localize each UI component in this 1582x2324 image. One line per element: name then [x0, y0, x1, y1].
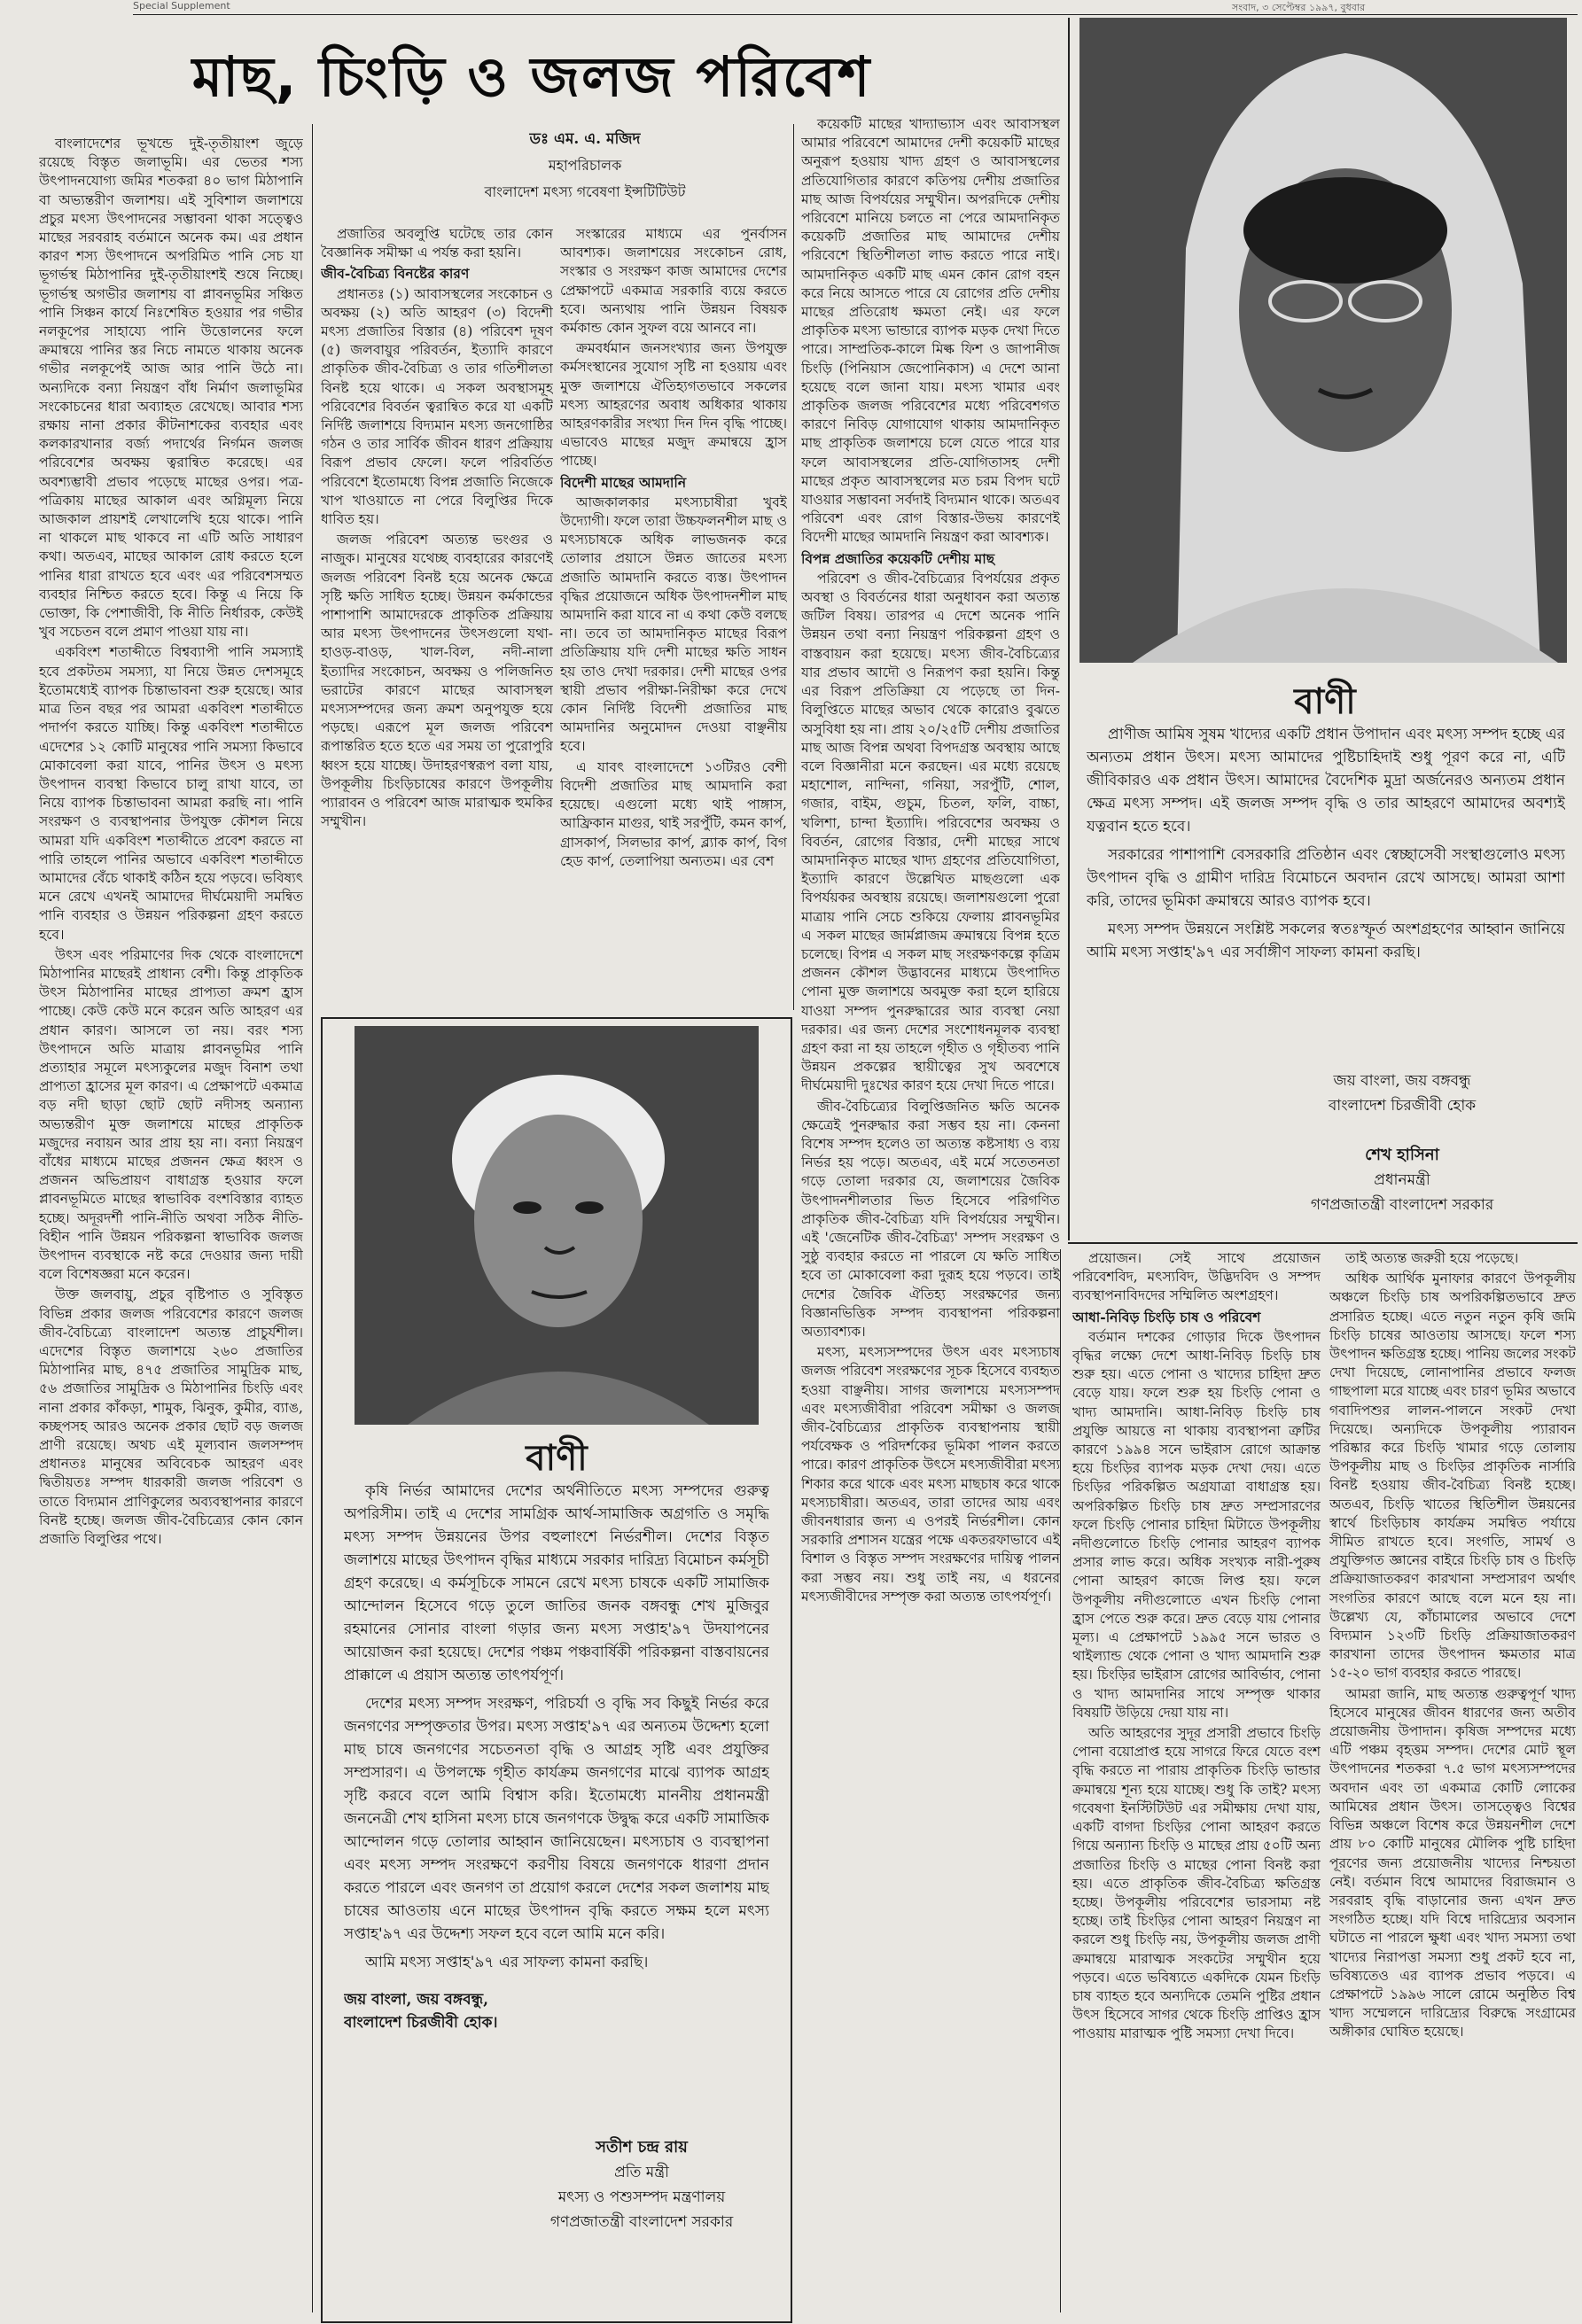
column-rule — [312, 124, 313, 2312]
pm-title: প্রধানমন্ত্রী — [1374, 1171, 1430, 1189]
subheading: জীব-বৈচিত্র্য বিনষ্টের কারণ — [321, 265, 470, 283]
portrait-image-icon — [1079, 18, 1567, 663]
paragraph: আজকালকার মৎস্যচাষীরা খুবই উদ্যোগী। ফলে তারা উচ্চফলনশীল মাছ ও মৎস্যচাষকে অধিক লাভজনক করে তোলার প্রয়াসে উন্নত জাতের মৎস্য প্রজাতি আমদানি করতে ব্যস্ত। উৎপাদন বৃদ্ধির প্রয়োজনে অধিক উৎপাদনশীল মাছ আমদানি করা যাবে না এ কথা কেউ বলছে না। তবে তা আমদানিকৃত মাছের বিরূপ প্রতিক্রিয়ায় যদি দেশী মাছের ক্ষতি সাধন হয় তাও দেখা দরকার। দেশী মাছের ওপর স্থায়ী প্রভাব পরীক্ষা-নিরীক্ষা করে দেখে কোন নির্দিষ্ট বিদেশী প্রজাতির মাছ আমদানির অনুমোদন দেওয়া বাঞ্ছনীয় হবে। — [560, 494, 787, 755]
paragraph: দেশের মৎস্য সম্পদ সংরক্ষণ, পরিচর্যা ও বৃদ্ধি সব কিছুই নির্ভর করে জনগণের সম্পৃক্ততার উপর। মৎস্য সপ্তাহ'৯৭ এর অন্যতম উদ্দেশ্য হলো মাছ চাষে জনগণের সচেতনতা বৃদ্ধি ও আগ্রহ সৃষ্টি এবং প্রযুক্তির সম্প্রসারণ। এ উপলক্ষে গৃহীত কার্যক্রম জনগণের মাঝে ব্যাপক আগ্রহ সৃষ্টি করবে বলে আমি বিশ্বাস করি। ইতোমধ্যে মাননীয় প্রধানমন্ত্রী জননেত্রী শেখ হাসিনা মৎস্য চাষে জনগণকে উদ্বুদ্ধ করে একটি সামাজিক আন্দোলন গড়ে তোলার আহ্বান জানিয়েছেন। মৎস্যচাষ ও ব্যবস্থাপনা এবং মৎস্য সম্পদ সংরক্ষণে করণীয় বিষয়ে জনগণকে ধারণা প্রদান করতে পারলে এবং জনগণ তা প্রয়োগ করলে দেশের সকল জলাশয় মাছ চাষের আওতায় এনে মাছের উৎপাদন বৃদ্ধি করতে সক্ষম হলে মৎস্য সপ্তাহ'৯৭ এর উদ্দেশ্য সফল হবে বলে আমি মনে করি। — [344, 1695, 769, 1943]
pm-govt: গণপ্রজাতন্ত্রী বাংলাদেশ সরকার — [1310, 1196, 1494, 1214]
paragraph: কয়েকটি মাছের খাদ্যাভ্যাস এবং আবাসস্থল আমার পরিবেশে আমাদের দেশী কয়েকটি মাছের অনুরূপ হওয়ায় খাদ্য গ্রহণ ও আবাসস্থলের প্রতিযোগিতার কারণে কতিপয় দেশীয় প্রজাতির মাছ আজ বিপর্যয়ের সম্মুখীন। অপরদিকে দেশীয় পরিবেশে মানিয়ে চলতে না পেরে আমদানিকৃত কয়েকটি প্রজাতির মাছ আমাদের দেশীয় পরিবেশে স্থিতিশীলতা লাভ করতে পারে নাই। আমদানিকৃত একটি মাছ এমন কোন রোগ বহন করে নিয়ে আসতে পারে যে রোগের প্রতি দেশীয় মাছের প্রতিরোধ ক্ষমতা নেই। এর ফলে প্রাকৃতিক মৎস্য ভান্ডারে ব্যাপক মড়ক দেখা দিতে পারে। সাম্প্রতিক-কালে মিল্ক ফিশ ও জাপানীজ চিংড়ি (পিনিয়াস জেপোনিকাস) এ দেশে আনা হয়েছে বলে জানা যায়। মৎস্য খামার এবং প্রাকৃতিক জলজ পরিবেশের মধ্যে পরিবেশগত কারণে নিবিড় যোগাযোগ থাকায় আমদানিকৃত মাছ প্রাকৃতিক জলাশয়ে চলে যেতে পারে যার ফলে আবাসস্থলের প্রতি-যোগিতাসহ দেশী মাছের প্রকৃত আবাসস্থলের মত চরম বিপদ ঘটে যাওয়ার সম্ভাবনা সর্বদাই বিদ্যমান থাকে। অতএব পরিবেশ এবং রোগ বিস্তার-উভয় কারণেই বিদেশী মাছের আমদানি নিয়ন্ত্রণ করা আবশ্যক। — [801, 116, 1060, 546]
paragraph: সরকারের পাশাপাশি বেসরকারি প্রতিষ্ঠান এবং স্বেচ্ছাসেবী সংস্থাগুলোও মৎস্য উৎপাদন বৃদ্ধি ও গ্রামীণ দারিদ্র বিমোচনে অবদান রেখে আসছে। আমরা আশা করি, তাদের ভূমিকা ক্রমান্বয়ে আরও ব্যাপক হবে। — [1087, 846, 1565, 910]
page-edge-rule — [1068, 18, 1070, 1240]
slogan: জয় বাংলা, জয় বঙ্গবন্ধু, — [344, 1991, 489, 2009]
article-column-6 — [1329, 1249, 1576, 2312]
subheading: আধা-নিবিড় চিংড়ি চাষ ও পরিবেশ — [1072, 1308, 1261, 1325]
article-column-3 — [560, 225, 787, 1014]
minister-ministry: মৎস্য ও পশুসম্পদ মন্ত্রণালয় — [557, 2188, 726, 2206]
author-name: ডঃ এম. এ. মজিদ — [529, 130, 641, 148]
paragraph: অতি আহরণের সুদূর প্রসারী প্রভাবে চিংড়ি পোনা বয়োপ্রাপ্ত হয়ে সাগরে ফিরে যেতে বংশ বৃদ্ধি করতে না পারায় প্রাকৃতিক চিংড়ি ভান্ডার ক্রমান্বয়ে শূন্য হয়ে যাচ্ছে। শুধু কি তাই? মৎস্য গবেষণা ইনস্টিটিউট এর সমীক্ষায় দেখা যায়, একটি বাগদা চিংড়ির পোনা আহরণ করতে গিয়ে অন্যান্য চিংড়ি ও মাছের প্রায় ৫০টি অন্য প্রজাতির চিংড়ি ও মাছের পোনা বিনষ্ট করা হয়। এতে প্রাকৃতিক জীব-বৈচিত্র্য ক্ষতিগ্রস্ত হচ্ছে। উপকূলীয় পরিবেশের ভারসাম্য নষ্ট হচ্ছে। তাই চিংড়ির পোনা আহরণ নিয়ন্ত্রণ না করলে শুধু চিংড়ি নয়, উপকূলীয় জলজ প্রাণী ক্রমান্বয়ে মারাত্মক সংকটের সম্মুখীন হয়ে পড়বে। এতে ভবিষ্যতে একদিকে যেমন চিংড়ি চাষ ব্যাহত হবে অন্যদিকে তেমনি পুষ্টির প্রধান উৎস হিসেবে সাগর থেকে চিংড়ি প্রাপ্তিও হ্রাস পাওয়ায় মারাত্মক পুষ্টি সমস্যা দেখা দিবে। — [1072, 1725, 1321, 2042]
paragraph: অধিক আর্থিক মুনাফার কারণে উপকূলীয় অঞ্চলে চিংড়ি চাষ অপরিকল্পিতভাবে দ্রুত প্রসারিত হচ্ছে। এতে নতুন নতুন কৃষি জমি চিংড়ি চাষের আওতায় আসছে। ফলে শস্য উৎপাদন ক্ষতিগ্রস্ত হচ্ছে। পানিয় জলের সংকট দেখা দিয়েছে, লোনাপানির প্রভাবে ফলজ গাছপালা মরে যাচ্ছে এবং চারণ ভূমির অভাবে গবাদিপশুর লালন-পালনে সংকট দেখা দিয়েছে। অন্যদিকে উপকূলীয় প্যারাবন পরিষ্কার করে চিংড়ি খামার গড়ে তোলায় উপকূলীয় মাছ ও চিংড়ির প্রাকৃতিক নার্সারি বিনষ্ট হওয়ায় জীব-বৈচিত্র্য বিনষ্ট হচ্ছে। অতএব, চিংড়ি খাতের স্থিতিশীল উন্নয়নের স্বার্থে চিংড়িচাষ কার্যক্রম সমন্বিত পর্যায়ে সীমিত রাখতে হবে। সংগতি, সামর্থ ও প্রযুক্তিগত জ্ঞানের বাইরে চিংড়ি চাষ ও চিংড়ি প্রক্রিয়াজাতকরণ কারখানা সম্প্রসারণ অর্থাৎ সংগতির কারণে আছে বলে মনে হয় না। উল্লেখ্য যে, কাঁচামালের অভাবে দেশে বিদ্যমান ১২৩টি চিংড়ি প্রক্রিয়াজাতকরণ কারখানা তাদের উৎপাদন ক্ষমতার মাত্র ১৫-২০ ভাগ ব্যবহার করতে পারছে। — [1329, 1271, 1576, 1682]
pm-portrait — [1079, 18, 1567, 663]
paragraph: বর্তমান দশকের গোড়ার দিকে উৎপাদন বৃদ্ধির লক্ষ্যে দেশে আধা-নিবিড় চিংড়ি চাষ শুরু হয়। এতে পোনা ও খাদ্যের চাহিদা দ্রুত বেড়ে যায়। ফলে শুরু হয় চিংড়ি পোনা ও খাদ্য আমদানি। আধা-নিবিড় চিংড়ি চাষ প্রযুক্তি আয়ত্তে না থাকায় ব্যবস্থাপনা ত্রুটির কারণে ১৯৯৪ সনে ভাইরাস রোগে আক্রান্ত হয়ে চিংড়ির ব্যাপক মড়ক দেখা দেয়। এতে চিংড়ির পরিকল্পিত অগ্রযাত্রা বাধাগ্রস্ত হয়। অপরিকল্পিত চিংড়ি চাষ দ্রুত সম্প্রসারণের ফলে চিংড়ি পোনার চাহিদা মিটাতে উপকূলীয় নদীগুলোতে চিংড়ি পোনার আহরণ ব্যাপক প্রসার লাভ করে। অধিক সংখ্যক নারী-পুরুষ পোনা আহরণ কাজে লিপ্ত হয়। ফলে উপকূলীয় নদীগুলোতে এখন চিংড়ি পোনা হ্রাস পেতে শুরু করে। দ্রুত বেড়ে যায় পোনার মূল্য। এ প্রেক্ষাপটে ১৯৯৫ সনে ভারত ও থাইল্যান্ড থেকে পোনা ও খাদ্য আমদানি শুরু হয়। চিংড়ির ভাইরাস রোগের আবির্ভাব, পোনা ও খাদ্য আমদানির সাথে সম্পৃক্ত থাকার বিষয়টি উড়িয়ে দেয়া যায় না। — [1072, 1328, 1321, 1721]
pm-name: শেখ হাসিনা — [1365, 1146, 1439, 1164]
header-rule — [133, 14, 1578, 15]
header-left: Special Supplement — [133, 0, 230, 12]
slogan: বাংলাদেশ চিরজীবী হোক। — [344, 2014, 498, 2032]
author-org: বাংলাদেশ মৎস্য গবেষণা ইন্সটিটিউট — [484, 183, 686, 200]
paragraph: ক্রমবর্ধমান জনসংখ্যার জন্য উপযুক্ত কর্মসংস্থানের সুযোগ সৃষ্টি না হওয়ায় এবং মুক্ত জলাশয়ে ঐতিহ্যগতভাবে সকলের মৎস্য আহরণের অবাধ অধিকার থাকায় আহরণকারীর সংখ্যা দিন দিন বৃদ্ধি পাচ্ছে। এভাবেও মাছের মজুদ ক্রমান্বয়ে হ্রাস পাচ্ছে। — [560, 340, 787, 470]
paragraph: আমরা জানি, মাছ অত্যন্ত গুরুত্বপূর্ণ খাদ্য হিসেবে মানুষের জীবন ধারণের জন্য অতীব প্রয়োজনীয় উপাদান। কৃষিজ সম্পদের মধ্যে এটি পঞ্চম বৃহত্তম সম্পদ। দেশের মোট স্থূল উৎপাদনের শতকরা ৭.৫ ভাগ মৎস্যসম্পদের অবদান এবং তা একমাত্র কোটি লোকের আমিষের প্রধান উৎস। তাসত্ত্বেও বিশ্বের বিভিন্ন অঞ্চলে বিশেষ করে উন্নয়নশীল দেশে প্রায় ৮০ কোটি মানুষের মৌলিক পুষ্টি চাহিদা পূরণের জন্য প্রয়োজনীয় খাদ্যের নিশ্চয়তা নেই। বর্তমান বিশ্বে আমাদের বিরাজমান ও সরবরাহ বৃদ্ধি বাড়ানোর জন্য এখন দ্রুত সংগঠিত হচ্ছে। যদি বিশ্বে দারিদ্র্যের অবসান ঘটাতে না পারলে ক্ষুধা এবং খাদ্য সমস্যা তথা খাদ্যের নিরাপত্তা সমস্যা শুধু প্রকট হবে না, ভবিষ্যতেও এর ব্যাপক প্রভাব পড়বে। এ প্রেক্ষাপটে ১৯৯৬ সালে রোমে অনুষ্ঠিত বিশ্ব খাদ্য সম্মেলনে দারিদ্র্যের বিরুদ্ধে সংগ্রামের অঙ্গীকার ঘোষিত হয়েছে। — [1329, 1685, 1576, 2040]
article-title: মাছ, চিংড়ি ও জলজ পরিবেশ — [191, 44, 872, 109]
pm-signature — [1251, 1143, 1553, 1217]
paragraph: আমি মৎস্য সপ্তাহ'৯৭ এর সাফল্য কামনা করছি। — [365, 1954, 649, 1971]
portrait-image-icon — [355, 1026, 759, 1425]
paragraph: জীব-বৈচিত্র্যের বিলুপ্তিজনিত ক্ষতি অনেক ক্ষেত্রেই পুনরুদ্ধার করা সম্ভব হয় না। কেননা বিশেষ সম্পদ হলেও তা অত্যন্ত কষ্টসাধ্য ও ব্যয় নির্ভর হয় পড়ে। অতএব, এই মর্মে সতেতনতা গড়ে তোলা দরকার যে, জলাশয়ের জৈবিক উৎপাদনশীলতার ভিত হিসেবে পরিগণিত প্রাকৃতিক জীব-বৈচিত্র্য যদি বিপর্যয়ের সম্মুখীন। এই 'জেনেটিক জীব-বৈচিত্র্য' সম্পদ সংরক্ষণ ও সুষ্ঠু ব্যবহার করতে না পারলে যে ক্ষতি সাধিত হবে তা মোকাবেলা করা দুরূহ হয়ে পড়বে। তাই দেশের জৈবিক ঐতিহ্য সংরক্ষণের জন্য বিজ্ঞানভিত্তিক সম্পদ ব্যবস্থাপনা পরিকল্পনা অত্যাবশ্যক। — [801, 1098, 1060, 1340]
subheading: বিপন্ন প্রজাতির কয়েকটি দেশীয় মাছ — [801, 549, 995, 567]
header-right: সংবাদ, ৩ সেপ্টেম্বর ১৯৯৭, বুধবার — [1232, 2, 1366, 13]
slogan: বাংলাদেশ চিরজীবী হোক — [1328, 1097, 1477, 1115]
minister-title: প্রতি মন্ত্রী — [614, 2164, 669, 2181]
minister-message-body — [344, 1480, 769, 2135]
slogan: জয় বাংলা, জয় বঙ্গবন্ধু — [1333, 1072, 1471, 1090]
minister-message-box — [321, 1017, 792, 2323]
paragraph: প্রজাতির অবলুপ্তি ঘটেছে তার কোন বৈজ্ঞানিক সমীক্ষা এ পর্যন্ত করা হয়নি। — [321, 226, 553, 261]
article-column-5 — [1072, 1249, 1321, 2312]
paragraph: একবিংশ শতাব্দীতে বিশ্বব্যাপী পানি সমস্যাই হবে প্রকটতম সমস্যা, যা নিয়ে উন্নত দেশসমূহে ইতোমধ্যেই ব্যাপক চিন্তাভাবনা শুরু হয়েছে। আর মাত্র তিন বছর পর আমরা একবিংশ শতাব্দীতে পদার্পণ করতে যাচ্ছি। কিন্তু একবিংশ শতাব্দীতে এদেশের ১২ কোটি মানুষের পানি সমস্যা কিভাবে মোকাবেলা করা যাবে, পানির উৎস ও মৎস্য উৎপাদন ব্যবস্থা কিভাবে চালু রাখা যাবে, তা নিয়ে ব্যাপক চিন্তাভাবনা আমরা করছি না। পানি সংরক্ষণ ও ব্যবস্থাপনার উপযুক্ত কৌশল নিয়ে আমরা যদি একবিংশ শতাব্দীতে প্রবেশ করতে না পারি তাহলে পানির অভাবে একবিংশ শতাব্দীতে আমাদের বেঁচে থাকাই কঠিন হয়ে পড়বে। ভবিষ্যৎ মনে রেখে এখনই আমাদের দীর্ঘমেয়াদী সমন্বিত পানি ব্যবহার ও উন্নয়ন পরিকল্পনা গ্রহণ করতে হবে। — [39, 644, 303, 943]
section-rule — [1068, 1242, 1578, 1244]
subheading: বিদেশী মাছের আমদানি — [560, 473, 687, 491]
article-column-1 — [39, 135, 303, 2314]
minister-govt: গণপ্রজাতন্ত্রী বাংলাদেশ সরকার — [549, 2213, 734, 2231]
paragraph: কৃষি নির্ভর আমাদের দেশের অর্থনীতিতে মৎস্য সম্পদের গুরুত্ব অপরিসীম। তাই এ দেশের সামগ্রিক আর্থ-সামাজিক অগ্রগতি ও সমৃদ্ধি মৎস্য সম্পদ উন্নয়নের উপর বহুলাংশে নির্ভরশীল। দেশের বিস্তৃত জলাশয়ে মাছের উৎপাদন বৃদ্ধির মাধ্যমে সরকার দারিদ্র্য বিমোচন কর্মসূচী গ্রহণ করেছে। এ কর্মসূচিকে সামনে রেখে মৎস্য চাষকে একটি সামাজিক আন্দোলন হিসেবে গড়ে তুলে জাতির জনক বঙ্গবন্ধু শেখ মুজিবুর রহমানের সোনার বাংলা গড়ার জন্য মৎস্য সপ্তাহ'৯৭ উদযাপনের আয়োজন করা হয়েছে। দেশের পঞ্চম পঞ্চবার্ষিকী পরিকল্পনা বাস্তবায়নের প্রাক্কালে এ প্রয়াস অত্যন্ত তাৎপর্যপূর্ণ। — [344, 1482, 769, 1684]
paragraph: প্রাণীজ আমিষ সুষম খাদ্যের একটি প্রধান উপাদান এবং মৎস্য সম্পদ হচ্ছে এর অন্যতম প্রধান উৎস। মৎস্য আমাদের পুষ্টিচাহিদাই শুধু পূরণ করে না, এটি জীবিকারও এক প্রধান উৎস। আমাদের বৈদেশিক মুদ্রা অর্জনেরও অন্যতম প্রধান ক্ষেত্র মৎস্য সম্পদ। এই জলজ সম্পদ বৃদ্ধি ও তার আহরণে আমাদের অবশ্যই যত্নবান হতে হবে। — [1087, 726, 1565, 836]
paragraph: মৎস্য, মৎস্যসম্পদের উৎস এবং মৎস্যচাষ জলজ পরিবেশ সংরক্ষণের সূচক হিসেবে ব্যবহৃত হওয়া বাঞ্ছনীয়। সাগর জলাশয়ে মৎস্যসম্পদ এবং মৎস্যজীবীরা পরিবেশ সমীক্ষা ও জলজ জীব-বৈচিত্র্যের প্রাকৃতিক ব্যবস্থাপনায় স্থায়ী পর্যবেক্ষক ও পরিদর্শকের ভূমিকা পালন করতে পারে। কারণ প্রাকৃতিক উৎসে মৎস্যজীবীরা মৎস্য শিকার করে থাকে এবং মৎস্য মাছচাষ করে থাকে মৎস্যচাষীরা। অতএব, তারা তাদের আয় এবং জীবনধারার জন্য এ ওপরই নির্ভরশীল। কোন সরকারি প্রশাসন যন্ত্রের পক্ষে একতরফাভাবে এই বিশাল ও বিস্তৃত সম্পদ সংরক্ষণের দায়িত্ব পালন করা সম্ভব নয়। শুধু তাই নয়, এ ধরনের মৎস্যজীবীদের সম্পৃক্ত করা অত্যন্ত তাৎপর্যপূর্ণ। — [801, 1344, 1060, 1605]
pm-message-body — [1087, 723, 1565, 1060]
minister-signature — [500, 2135, 783, 2235]
paragraph: সংস্কারের মাধ্যমে এর পুনর্বাসন আবশ্যক। জলাশয়ের সংকোচন রোধ, সংস্কার ও সংরক্ষণ কাজ আমাদের দেশের প্রেক্ষাপটে একমাত্র সরকারি ব্যয়ে করতে হবে। অন্যথায় পানি উন্নয়ন বিষয়ক কর্মকান্ড কোন সুফল বয়ে আনবে না। — [560, 226, 787, 337]
pm-slogans — [1251, 1069, 1553, 1118]
author-role: মহাপরিচালক — [548, 157, 622, 174]
paragraph: পরিবেশ ও জীব-বৈচিত্র্যের বিপর্যয়ের প্রকৃত অবস্থা ও বিবর্তনের ধারা অনুধাবন করা অত্যন্ত জটিল বিষয়। তারপর এ দেশে অনেক পানি উন্নয়ন তথা বন্যা নিয়ন্ত্রণ পরিকল্পনা গ্রহণ ও বাস্তবায়ন করা হয়েছে। মৎস্য জীব-বৈচিত্র্যের যার প্রভাব আদৌ ও নিরূপণ করা হয়নি। কিন্তু এর বিরূপ প্রতিক্রিয়া যে পড়েছে তা দিন-বিলুপ্তিতে মাছের অভাব থেকে কারোও বুঝতে অসুবিধা হয় না। প্রায় ২০/২৫টি দেশীয় প্রজাতির মাছ আজ বিপন্ন অথবা বিপদগ্রস্ত অবস্থায় আছে বলে বিজ্ঞানীরা মনে করছেন। এর মধ্যে রয়েছে মহাশোল, নান্দিনা, গনিয়া, সরপুঁটি, শোল, গজার, বাইম, গুচুম, চিতল, ফলি, বাচ্চা, খলিশা, চান্দা ইত্যাদি। পরিবেশের অবক্ষয় ও বিবর্তন, রোগের বিস্তার, দেশী মাছের সাথে আমদানিকৃত মাছের খাদ্য গ্রহণের প্রতিযোগিতা, ইত্যাদি কারণে উল্লেখিত মাছগুলো এক বিপর্যয়কর অবস্থায় রয়েছে। জলাশয়গুলো পুরো মাত্রায় পানি সেচে শুকিয়ে ফেলায় প্লাবনভূমির এ সকল মাছের জার্মপ্লাজম ক্রমান্বয়ে বিপন্ন হতে চলেছে। বিপন্ন এ সকল মাছ সংরক্ষণকল্পে কৃত্রিম প্রজনন কৌশল উদ্ভাবনের মাধ্যমে উৎপাদিত পোনা মুক্ত জলাশয়ে অবমুক্ত করা হলে হারিয়ে যাওয়া সম্পদ পুনরুদ্ধারের আর ব্যবস্থা নেয়া দরকার। এর জন্য দেশের সংশোধনমূলক ব্যবস্থা গ্রহণ করা না হয় তাহলে গৃহীত ও গৃহীতব্য পানি উন্নয়ন প্রকল্পের স্থায়ীত্বের সুখ অবশেষে দীর্ঘমেয়াদী দুঃখের কারণ হয়ে দেখা দিতে পারে। — [801, 570, 1060, 1094]
byline — [390, 129, 780, 202]
minister-name: সতীশ চন্দ্র রায় — [596, 2138, 688, 2157]
minister-message-heading: বাণী — [526, 1438, 588, 1479]
paragraph: উৎস এবং পরিমাণের দিক থেকে বাংলাদেশে মিঠাপানির মাছেরই প্রাধান্য বেশী। কিন্তু প্রাকৃতিক উৎস মিঠাপানির মাছের প্রাপ্যতা ক্রমশ হ্রাস পাচ্ছে। কেউ কেউ মনে করেন অতি আহরণ এর প্রধান কারণ। আসলে তা নয়। বরং শস্য উৎপাদনে অতি মাত্রায় প্লাবনভূমির পানি প্রত্যাহার সমূলে মৎস্যকুলের মজুদ বিনাশ তথা প্রাপ্যতা হ্রাসের মূল কারণ। এ প্রেক্ষাপটে একমাত্র বড় নদী ছাড়া ছোট ছোট নদীসহ অন্যান্য অভ্যন্তরীণ মুক্ত জলাশয়ে মাছের প্রাকৃতিক মজুদের নবায়ন আর প্রায় হয় না। বন্যা নিয়ন্ত্রণ বাঁধের মাধ্যমে মাছের প্রজনন ক্ষেত্র ধ্বংস ও প্রজনন অভিপ্রায়ণ বাধাগ্রস্ত হওয়ার ফলে প্লাবনভূমিতে মাছের স্বাভাবিক বংশবিস্তার ব্যাহত হচ্ছে। অদূরদর্শী পানি-নীতি অথবা সঠিক নীতি-বিহীন পানি উন্নয়ন পরিকল্পনা স্বাভাবিক জলজ উৎপাদন ব্যবস্থাকে নষ্ট করে দেওয়ার জন্য দায়ী বলে বিশেষজ্ঞরা মনে করেন। — [39, 946, 303, 1283]
paragraph: প্রয়োজন। সেই সাথে প্রয়োজন পরিবেশবিদ, মৎস্যবিদ, উদ্ভিদবিদ ও সম্পদ ব্যবস্থাপনাবিদদের সম্মিলিত অংশগ্রহণ। — [1072, 1250, 1321, 1304]
paragraph: এ যাবৎ বাংলাদেশে ১৩টিরও বেশী বিদেশী প্রজাতির মাছ আমদানি করা হয়েছে। এগুলো মধ্যে থাই পাঙ্গাস, আফ্রিকান মাগুর, থাই সরপুঁটি, কমন কার্প, গ্রাসকার্প, সিলভার কার্প, ব্ল্যাক কার্প, বিগ হেড কার্প, তেলাপিয়া অন্যতম। এর বেশ — [560, 758, 787, 869]
minister-portrait — [355, 1026, 759, 1425]
paragraph: মৎস্য সম্পদ উন্নয়নে সংশ্লিষ্ট সকলের স্বতঃস্ফূর্ত অংশগ্রহণের আহ্বান জানিয়ে আমি মৎস্য সপ্তাহ'৯৭ এর সর্বাঙ্গীণ সাফল্য কামনা করছি। — [1087, 921, 1565, 961]
column-rule — [793, 124, 794, 1010]
pm-message-box — [1074, 18, 1576, 1242]
pm-message-heading: বাণী — [1294, 681, 1356, 722]
article-column-4 — [801, 115, 1060, 2312]
paragraph: বাংলাদেশের ভূখন্ডে দুই-তৃতীয়াংশ জুড়ে রয়েছে বিস্তৃত জলাভূমি। এর ভেতর শস্য উৎপাদনযোগ্য জমির শতকরা ৪০ ভাগ মিঠাপানি বা অভ্যন্তরীণ জলাশয়। এই সুবিশাল জলাশয়ে প্রচুর মৎস্য উৎপাদনের সম্ভাবনা থাকা সত্ত্বেও মাছের সরবরাহ বর্তমানে অনেক কম। এর প্রধান কারণ শস্য উৎপাদনে অপরিমিত পানি সেচ যা ভূগর্ভস্থ মিঠাপানির দুই-তৃতীয়াংশই শুষে নিচ্ছে। ভূগর্ভস্থ অগভীর জলাশয় বা প্লাবনভূমির সঞ্চিত পানি সিঞ্চন কার্যে নিঃশেষিত হওয়ার পর গভীর নলকূপের সাহায্যে পানি উত্তোলনের ফলে ক্রমান্বয়ে পানির স্তর নিচে নামতে থাকায় অনেক গভীর নলকূপেই আজ আর পানি উঠে না। অন্যদিকে বন্যা নিয়ন্ত্রণ বাঁধ নির্মাণ জলাভূমির সংকোচনের ধারা অব্যাহত রেখেছে। আবার শস্য রক্ষায় নানা প্রকার কীটনাশকের ব্যবহার এবং কলকারখানার বর্জ্য পদার্থের নির্গমন জলজ পরিবেশের অবক্ষয় ত্বরান্বিত করেছে। এর অবশ্যম্ভাবী প্রভাব পড়েছে মাছের ওপর। পত্র-পত্রিকায় মাছের আকাল এবং অগ্নিমূল্য নিয়ে আজকাল প্রায়শই লেখালেখি হয়ে থাকে। পানি না থাকলে মাছ থাকবে না এটি অতি সাধারণ কথা। অতএব, মাছের আকাল রোধ করতে হলে পানির ধারা রাখতে হবে এবং এর পরিবেশসম্মত ব্যবহার নিশ্চিত করতে হবে। কিন্তু এ নিয়ে কি ভোক্তা, কি পেশাজীবী, কি নীতি নির্ধারক, কেউই খুব সচেতন বলে প্রমাণ পাওয়া যায় না। — [39, 136, 303, 641]
paragraph: প্রধানতঃ (১) আবাসস্থলের সংকোচন ও অবক্ষয় (২) অতি আহরণ (৩) বিদেশী মৎস্য প্রজাতির বিস্তার (৪) পরিবেশ দূষণ (৫) জলবায়ুর পরিবর্তন, ইত্যাদি কারণে প্রাকৃতিক জীব-বৈচিত্র্য ও তার গতিশীলতা বিনষ্ট হয়ে থাকে। এ সকল অবস্থাসমূহ পরিবেশের বিবর্তন ত্বরান্বিত করে যা একটি নির্দিষ্ট জলাশয়ে বিদ্যমান মৎস্য জনগোষ্ঠির গঠন ও তার সার্বিক জীবন ধারণ প্রক্রিয়ায় বিরূপ প্রভাব ফেলে। ফলে পরিবর্তিত পরিবেশে ইতোমধ্যে বিপন্ন প্রজাতি নিজেকে খাপ খাওয়াতে না পেরে বিলুপ্তির দিকে ধাবিত হয়। — [321, 285, 553, 528]
paragraph: তাই অত্যন্ত জরুরী হয়ে পড়েছে। — [1345, 1250, 1519, 1266]
article-column-2 — [321, 225, 553, 1014]
paragraph: জলজ পরিবেশ অত্যন্ত ভংগুর ও নাজুক। মানুষের যথেচ্ছ ব্যবহারের কারণেই জলজ পরিবেশ বিনষ্ট হয়ে অনেক ক্ষেত্রে সৃষ্টি ক্ষতি সাধিত হচ্ছে। উন্নয়ন কর্মকান্ডের পাশাপাশি আমাদেরকে প্রাকৃতিক প্রক্রিয়ায় আর মৎস্য উৎপাদনের উৎসগুলো যথা-হাওড়-বাওড়, খাল-বিল, নদী-নালা ইত্যাদির সংকোচন, অবক্ষয় ও পলিজনিত ভরাটের কারণে মাছের আবাসস্থল মৎস্যসম্পদের জন্য ক্রমশ অনুপযুক্ত হয়ে পড়ছে। এরূপে মূল জলজ পরিবেশ রূপান্তরিত হতে হতে এর সময় তা পুরোপুরি ধ্বংস হয়ে যাচ্ছে। উদাহরণস্বরূপ বলা যায়, উপকূলীয় চিংড়িচাষের কারণে উপকূলীয় প্যারাবন ও পরিবেশ আজ মারাত্মক হুমকির সম্মুখীন। — [321, 532, 553, 830]
column-rule — [1060, 1249, 1061, 2312]
paragraph: উক্ত জলবায়ু, প্রচুর বৃষ্টিপাত ও সুবিস্তৃত বিভিন্ন প্রকার জলজ পরিবেশের কারণে জলজ জীব-বৈচিত্র্যে বাংলাদেশ অত্যন্ত প্রাচুর্যশীল। এদেশের বিস্তৃত জলাশয়ে ২৬০ প্রজাতির মিঠাপানির মাছ, ৪৭৫ প্রজাতির সামুদ্রিক মাছ, ৫৬ প্রজাতির সামুদ্রিক ও মিঠাপানির চিংড়ি এবং নানা প্রকার কাঁকড়া, শামুক, ঝিনুক, কুমীর, ব্যাঙ, কচ্ছপসহ আরও অনেক প্রকার ছোট বড় জলজ প্রাণী রয়েছে। অথচ এই মূল্যবান জলসম্পদ প্রধানতঃ মানুষের অবিবেচক আহরণ এবং দ্বিতীয়তঃ সম্পদ ধারকারী জলজ পরিবেশ ও তাতে বিদ্যমান প্রাণিকুলের অব্যবস্থাপনার কারণে বিনষ্ট হচ্ছে। জলজ জীব-বৈচিত্র্যের কোন কোন প্রজাতি বিলুপ্তির পথে। — [39, 1286, 303, 1548]
